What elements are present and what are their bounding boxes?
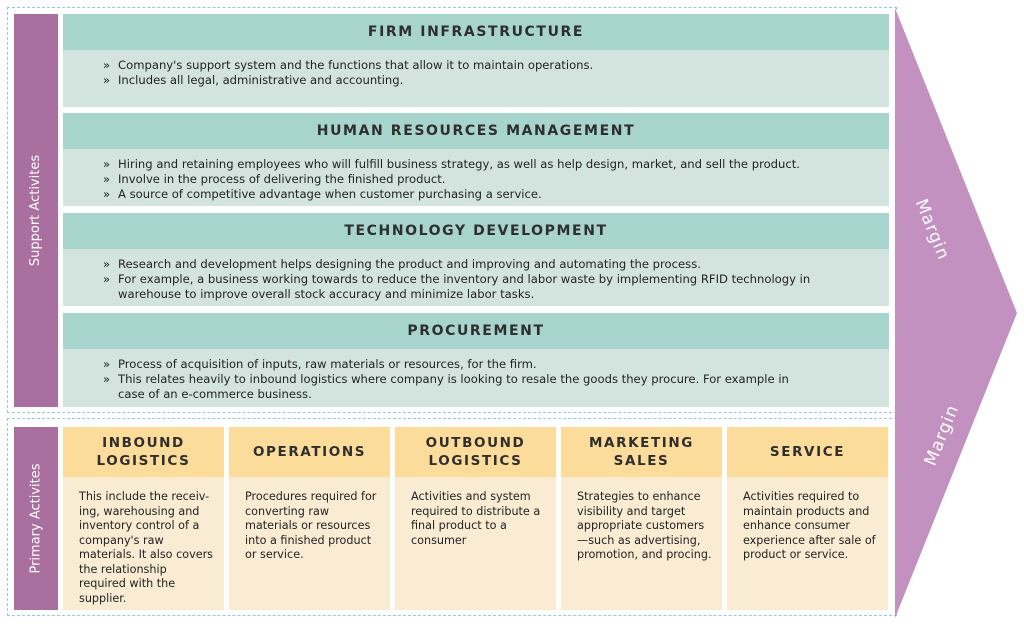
primary-activities-label <box>14 427 58 610</box>
bullet-item: » Involve in the process of delivering the finished product. <box>103 172 869 187</box>
primary-column-text: Activities and system required to distribute a final product to a consumer <box>395 477 556 610</box>
primary-column-inbound-logistics <box>63 427 224 610</box>
bullet-item: » A source of competitive advantage when customer purchasing a service. <box>103 187 869 202</box>
title-line: SERVICE <box>769 444 846 460</box>
support-block-body <box>63 50 889 107</box>
bullet-list <box>103 257 829 302</box>
title-line: MARKETING <box>589 435 694 451</box>
primary-column-text: Activities required to maintain products and enhance consumer experience after sale of product or service. <box>727 477 888 610</box>
bullet-list <box>103 357 789 402</box>
margin-arrow-shape <box>895 8 1017 618</box>
margin-label-bottom: Margin <box>920 401 964 469</box>
bullet-list <box>103 157 869 202</box>
primary-column-outbound-logistics <box>395 427 556 610</box>
primary-column-title <box>727 427 888 477</box>
primary-column-text: Strategies to enhance visibility and target appropriate customers—such as advertising, promotion, and procing. <box>561 477 722 610</box>
support-activities-label-text: Support Activites <box>28 154 44 267</box>
primary-column-marketing-sales <box>561 427 722 610</box>
bullet-item: » Includes all legal, administrative and accounting. <box>103 73 869 88</box>
title-line: LOGISTICS <box>96 453 191 469</box>
support-block-title: HUMAN RESOURCES MANAGEMENT <box>63 113 889 149</box>
title-line: SALES <box>613 453 670 469</box>
primary-column-title <box>63 427 224 477</box>
title-line: INBOUND <box>102 435 185 451</box>
title-line: LOGISTICS <box>428 453 523 469</box>
support-block-human-resources <box>63 113 889 206</box>
bullet-item: » Company's support system and the functions that allow it to maintain operations. <box>103 58 869 73</box>
primary-activities-label-text: Primary Activites <box>28 463 44 574</box>
primary-column-operations <box>229 427 390 610</box>
title-line: OUTBOUND <box>425 435 526 451</box>
primary-column-text: This include the receiv-ing, warehousing and inventory control of a company's raw materials. It also covers the relationship required with the supplier. <box>63 477 224 610</box>
primary-column-service <box>727 427 888 610</box>
support-block-firm-infrastructure <box>63 14 889 107</box>
title-line: OPERATIONS <box>252 444 367 460</box>
margin-label-top: Margin <box>910 196 954 264</box>
primary-column-title <box>395 427 556 477</box>
bullet-item: » Hiring and retaining employees who will fulfill business strategy, as well as help design, market, and sell the product. <box>103 157 869 172</box>
support-block-title: FIRM INFRASTRUCTURE <box>63 14 889 50</box>
bullet-item: » Research and development helps designing the product and improving and automating the process. <box>103 257 829 272</box>
support-block-body <box>63 349 889 407</box>
bullet-item: » This relates heavily to inbound logistics where company is looking to resale the goods they procure. For example in case of an e-commerce business. <box>103 372 789 402</box>
primary-column-title <box>561 427 722 477</box>
support-activities-label <box>14 14 58 407</box>
support-block-title: TECHNOLOGY DEVELOPMENT <box>63 213 889 249</box>
support-block-title: PROCUREMENT <box>63 313 889 349</box>
bullet-item: » For example, a business working towards to reduce the inventory and labor waste by implementing RFID technology in warehouse to improve overall stock accuracy and minimize labor tasks. <box>103 272 829 302</box>
primary-column-title <box>229 427 390 477</box>
margin-arrow <box>895 8 1020 618</box>
primary-column-text: Procedures required for converting raw materials or resources into a finished product or service. <box>229 477 390 610</box>
support-block-procurement <box>63 313 889 407</box>
bullet-list <box>103 58 869 88</box>
support-block-body <box>63 249 889 306</box>
bullet-item: » Process of acquisition of inputs, raw materials or resources, for the firm. <box>103 357 789 372</box>
support-block-body <box>63 149 889 206</box>
support-block-technology-development <box>63 213 889 306</box>
